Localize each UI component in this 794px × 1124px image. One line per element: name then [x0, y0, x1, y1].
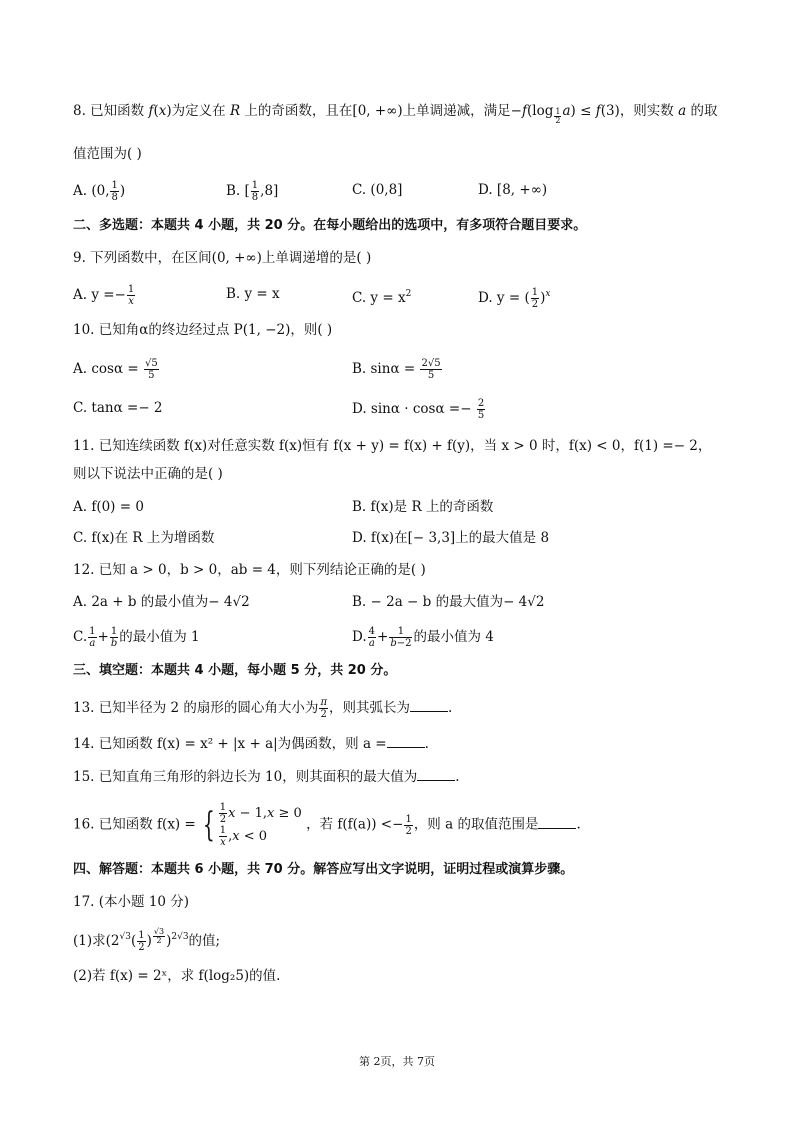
question-9-stem: 9. 下列函数中，在区间(0, +∞)上单调递增的是( ) [73, 250, 372, 266]
question-13: 13. 已知半径为 2 的扇形的圆心角大小为 $\frac{\pi}{2}$ ，则其弧长为 . [73, 697, 453, 720]
answer-blank[interactable] [538, 816, 576, 829]
question-11-option-d[interactable]: D. f(x)在[− 3,3]上的最大值是 8 [352, 530, 550, 546]
question-15: 15. 已知直角三角形的斜边长为 10，则其面积的最大值为 . [73, 769, 460, 785]
question-11-option-b[interactable]: B. f(x)是 R 上的奇函数 [352, 499, 494, 515]
question-11-stem-line2: 则以下说法中正确的是( ) [73, 466, 223, 482]
question-11-stem: 11. 已知连续函数 f(x)对任意实数 f(x)恒有 f(x + y) = f(x) + f(y)，当 x > 0 时，f(x) < 0，f(1) =− 2， [73, 438, 712, 454]
question-12-option-c[interactable]: C. $\frac{1}{a}$ + $\frac{1}{b}$ 的最小值为 1 [73, 626, 200, 649]
section-3-heading: 三、填空题：本题共 4 小题，每小题 5 分，共 20 分。 [73, 663, 397, 678]
question-8-stem: 8. 已知函数 f(x)为定义在 R 上的奇函数，且在[0, +∞)上单调递减，满足−f(log $_{\frac{1}{2}}$ a) ≤ f(3)，则实数 a 的取 [73, 103, 718, 125]
question-10-stem: 10. 已知角α的终边经过点 P(1, −2)，则( ) [73, 322, 333, 338]
question-8-stem-line2: 值范围为( ) [73, 146, 142, 162]
question-16: 16. 已知函数 f(x) = { $\frac{1}{2}$ x − 1,x ≥ 0 $\frac{1}{x}$ ,x < 0 ，若 f(f(a)) <− $\frac{1}{2}$ ，则 a 的取值范围是 . [73, 802, 581, 848]
answer-blank[interactable] [410, 699, 448, 712]
question-9-option-d[interactable]: D. y = ( $\frac{1}{2}$ )$^x$ [478, 287, 551, 310]
question-8-option-a[interactable]: A. (0, $\frac{1}{8}$ ) [73, 180, 126, 203]
question-8-option-c[interactable]: C. (0,8] [352, 182, 403, 198]
question-10-option-b[interactable]: B. sinα = $\frac{2√5}{5}$ [352, 358, 441, 381]
question-9-option-b[interactable]: B. y = x [226, 286, 280, 302]
question-17-part-2: (2)若 f(x) = 2ˣ，求 f(log₂5)的值. [73, 968, 281, 984]
question-12-option-d[interactable]: D. $\frac{4}{a}$ + $\frac{1}{b-2}$ 的最小值为 4 [352, 626, 494, 649]
question-14: 14. 已知函数 f(x) = x² + |x + a|为偶函数，则 a = . [73, 736, 429, 752]
section-4-heading: 四、解答题：本题共 6 小题，共 70 分。解答应写出文字说明，证明过程或演算步骤。 [73, 862, 574, 877]
question-10-option-a[interactable]: A. cosα = $\frac{√5}{5}$ [73, 358, 158, 381]
question-11-option-c[interactable]: C. f(x)在 R 上为增函数 [73, 530, 215, 546]
section-2-heading: 二、多选题：本题共 4 小题，共 20 分。在每小题给出的选项中，有多项符合题目要求。 [73, 218, 587, 233]
question-8-option-d[interactable]: D. [8, +∞) [478, 182, 548, 198]
question-10-option-c[interactable]: C. tanα =− 2 [73, 400, 163, 416]
question-12-option-b[interactable]: B. − 2a − b 的最大值为− 4√2 [352, 594, 545, 610]
answer-blank[interactable] [417, 768, 455, 781]
question-9-option-c[interactable]: C. $y = x^2$ [352, 289, 412, 306]
question-11-option-a[interactable]: A. f(0) = 0 [73, 499, 144, 515]
page-footer: 第 2页，共 7页 [359, 1055, 435, 1068]
question-9-option-a[interactable]: A. y =− $\frac{1}{x}$ [73, 284, 135, 307]
question-8-option-b[interactable]: B. [ $\frac{1}{8}$ ,8] [226, 180, 279, 203]
question-10-option-d[interactable]: D. sinα · cosα =− $\frac{2}{5}$ [352, 398, 485, 421]
answer-blank[interactable] [387, 735, 425, 748]
question-17-part-1: (1)求($2^{√3}$( $\frac{1}{2}$ ) $^{\frac{√3}{2}}$ )$^{2√3}$的值; [73, 927, 221, 953]
question-12-stem: 12. 已知 a > 0，b > 0，ab = 4，则下列结论正确的是( ) [73, 562, 426, 578]
question-12-option-a[interactable]: A. 2a + b 的最小值为− 4√2 [73, 594, 250, 610]
question-17-head: 17. (本小题 10 分) [73, 894, 190, 910]
